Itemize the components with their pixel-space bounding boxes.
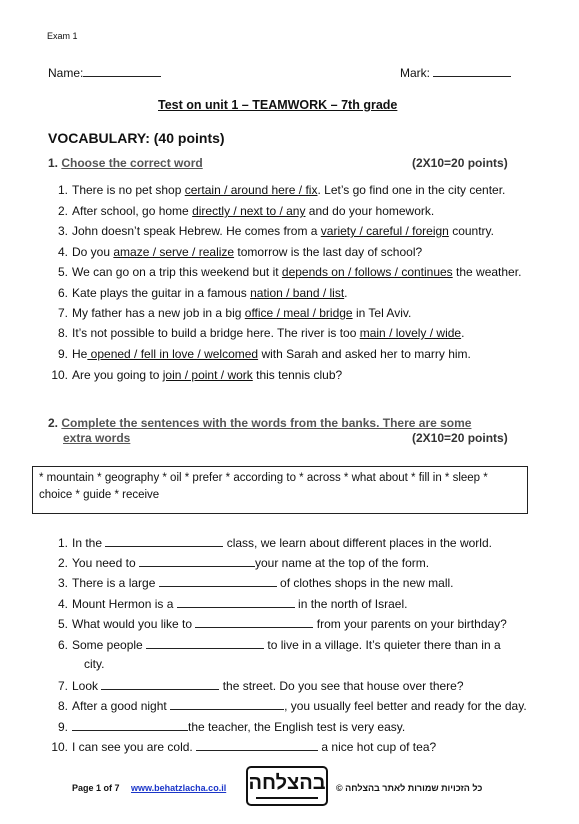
sentence-end: , you usually feel better and ready for the day. [284,699,527,713]
question-row [50,183,505,197]
section2-heading [48,416,471,430]
section2-points: (2X10=20 points) [412,431,508,445]
word-bank-line2: choice * guide * receive [39,489,160,501]
fill-in-row [50,637,501,652]
question-text-start: After school, go home [72,204,193,218]
question-number: 7. [57,306,68,320]
sentence-end: class, we learn about different places in the world. [223,536,492,550]
question-row [50,224,494,238]
sentence-start: What would you like to [72,617,196,631]
question-text-start: He [72,347,88,361]
answer-choices[interactable]: depends on / follows / continues [281,265,453,279]
sentence-start: There is a large [72,576,159,590]
site-link[interactable]: www.behatzlacha.co.il [131,783,227,793]
section1-points: (2X10=20 points) [412,156,508,170]
question-text-end: with Sarah and asked her to marry him. [258,347,471,361]
section1-heading [48,156,203,170]
answer-choices[interactable]: nation / band / list [250,286,345,300]
page-number-text: Page 1 of 7 [72,783,120,793]
question-row [50,286,348,300]
exam-label: Exam 1 [47,31,78,41]
question-text-start: We can go on a trip this weekend but it [72,265,282,279]
question-number: 3. [57,224,68,238]
question-row [50,245,422,259]
question-number: 9. [57,347,68,361]
sentence-start: Some people [72,638,147,652]
mark-blank[interactable] [433,65,511,77]
question-number: 7. [57,679,68,693]
sentence-start: After a good night [72,699,171,713]
question-number: 10. [51,740,68,754]
question-number: 6. [57,286,68,300]
section1-title: Choose the correct word [61,156,203,170]
sentence-start: You need to [72,556,139,570]
sentence-end: from your parents on your birthday? [313,617,507,631]
question-text-start: My father has a new job in a big [72,306,245,320]
name-label: Name: [48,66,84,80]
logo-underline [256,797,318,799]
question-text-end: country. [448,224,494,238]
fill-in-row [50,698,527,713]
name-field[interactable] [48,65,161,80]
answer-choices[interactable]: main / lovely / wide [359,326,462,340]
answer-choices[interactable]: amaze / serve / realize [113,245,235,259]
question-text-start: Kate plays the guitar in a famous [72,286,251,300]
answer-blank[interactable] [170,698,284,710]
section1-number: 1. [48,156,59,170]
section2-title-line1: Complete the sentences with the words from the banks. There are some [61,416,472,430]
question-number: 10. [51,368,68,382]
question-text-start: It’s not possible to build a bridge here. The river is too [72,326,360,340]
fill-in-row [50,739,436,754]
name-blank[interactable] [83,65,161,77]
section2-number: 2. [48,416,59,430]
fill-in-row [50,596,407,611]
question-row [50,265,521,279]
question-number: 8. [57,326,68,340]
sentence-end: a nice hot cup of tea? [318,740,437,754]
sentence-start: In the [72,536,106,550]
fill-in-row [50,616,507,631]
sentence-start: Look [72,679,102,693]
question-row [50,306,411,320]
word-bank [32,466,528,514]
question-row [50,347,471,361]
answer-choices[interactable]: variety / careful / foreign [320,224,449,238]
site-link-wrap[interactable] [131,783,226,793]
question-row [50,204,434,218]
page-title: Test on unit 1 – TEAMWORK – 7th grade [158,98,398,112]
question-number: 1. [57,536,68,550]
answer-blank[interactable] [195,616,313,628]
question-row [50,326,464,340]
answer-blank[interactable] [139,555,255,567]
fill-in-row [50,575,453,590]
question-number: 2. [57,204,68,218]
word-bank-line1: * mountain * geography * oil * prefer * according to * across * what about * fill in * sleep * [39,472,488,484]
sentence-end: in the north of Israel. [294,597,408,611]
question-number: 1. [57,183,68,197]
sentence-start: Mount Hermon is a [72,597,177,611]
answer-choices[interactable]: opened / fell in love / welcomed [87,347,259,361]
question-row [50,368,342,382]
mark-field[interactable] [400,65,511,80]
sentence-end: your name at the top of the form. [254,556,430,570]
question-number: 2. [57,556,68,570]
sentence-continuation: city. [84,657,105,671]
answer-blank[interactable] [146,637,264,649]
question-text-end: this tennis club? [252,368,343,382]
sentence-end: the teacher, the English test is very easy. [188,720,406,734]
behatzlacha-logo [246,766,328,806]
question-number: 9. [57,720,68,734]
page-number [72,783,120,793]
question-number: 6. [57,638,68,652]
question-text-end: . [461,326,465,340]
question-text-start: Do you [72,245,114,259]
answer-choices[interactable]: directly / next to / any [192,204,306,218]
answer-choices[interactable]: office / meal / bridge [244,306,353,320]
answer-blank[interactable] [101,678,219,690]
question-number: 4. [57,245,68,259]
sentence-end: of clothes shops in the new mall. [276,576,454,590]
logo-text: בהצלחה [248,772,326,794]
question-text-end: tomorrow is the last day of school? [234,245,423,259]
question-text-start: Are you going to [72,368,163,382]
section2-title-line2: extra words [63,431,131,445]
answer-blank[interactable] [177,596,295,608]
question-text-start: There is no pet shop [72,183,185,197]
question-text-end: the weather. [452,265,522,279]
answer-blank[interactable] [72,719,188,731]
answer-blank[interactable] [105,535,223,547]
answer-choices[interactable]: join / point / work [162,368,253,382]
fill-in-row [50,678,464,693]
section2-heading-line2 [63,431,130,445]
vocabulary-heading: VOCABULARY: (40 points) [48,130,225,146]
fill-in-row [50,535,492,550]
question-text-end: in Tel Aviv. [352,306,412,320]
question-number: 3. [57,576,68,590]
sentence-end: to live in a village. It’s quieter there than in a [264,638,501,652]
sentence-end: the street. Do you see that house over there? [219,679,464,693]
question-text-start: John doesn’t speak Hebrew. He comes from a [72,224,321,238]
question-text-end: and do your homework. [305,204,435,218]
question-number: 8. [57,699,68,713]
fill-in-row [50,719,405,734]
copyright-text: כל הזכויות שמורות לאתר בהצלחה © [336,783,483,793]
question-number: 5. [57,265,68,279]
answer-blank[interactable] [196,739,318,751]
sentence-start: I can see you are cold. [72,740,197,754]
question-text-end: . [344,286,348,300]
question-text-end: . Let’s go find one in the city center. [317,183,506,197]
answer-choices[interactable]: certain / around here / fix [184,183,318,197]
fill-in-row [50,555,429,570]
answer-blank[interactable] [159,575,277,587]
question-number: 5. [57,617,68,631]
mark-label: Mark: [400,66,430,80]
question-number: 4. [57,597,68,611]
